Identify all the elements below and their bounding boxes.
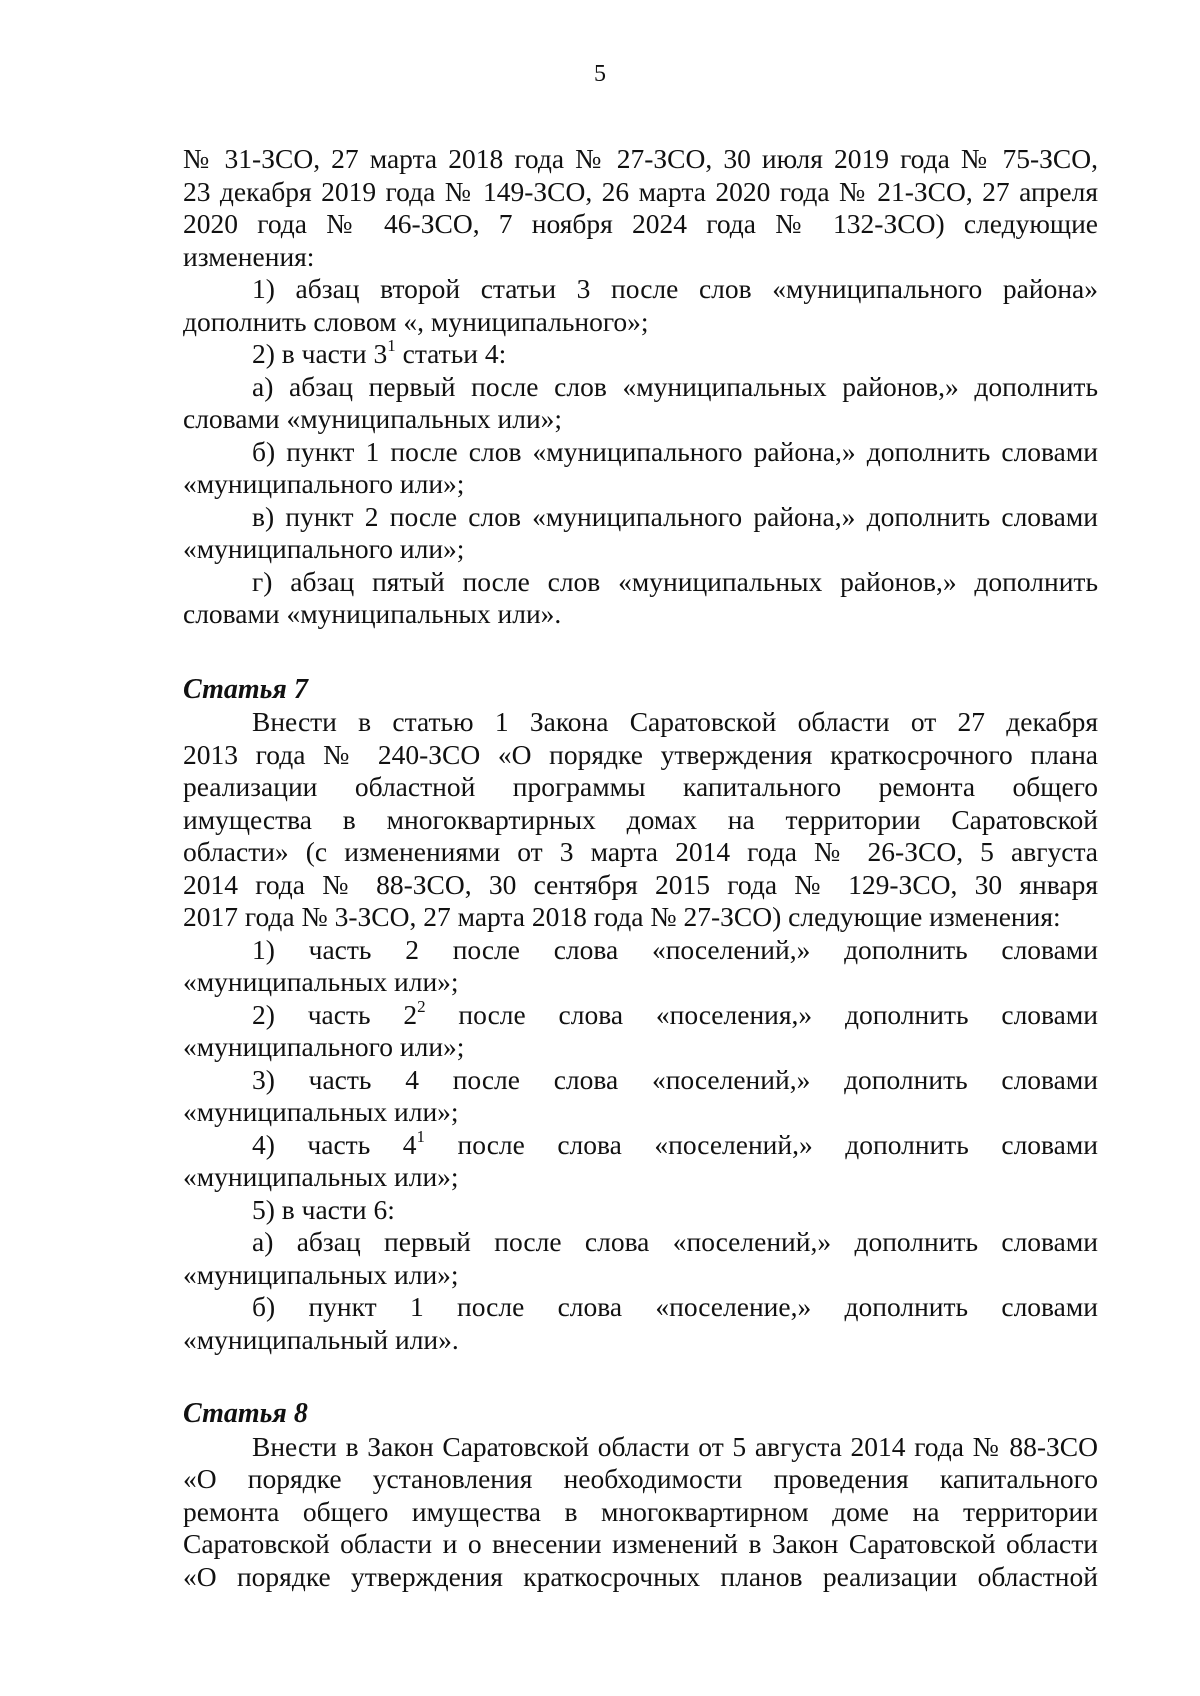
article-8-heading: Статья 8 bbox=[183, 1398, 308, 1429]
art7-item-2-cont: «муниципального или»; bbox=[183, 1031, 465, 1062]
art8-line: «О порядке утверждения краткосрочных планов реализации областной bbox=[183, 1560, 1098, 1592]
art7-item-a: а) абзац первый после слова «поселений,» дополнить словами bbox=[252, 1226, 1098, 1257]
intro-line: 2020 года № 46-ЗСО, 7 ноября 2024 года № 132-ЗСО) следующие bbox=[183, 208, 1098, 239]
art7-intro-line: области» (с изменениями от 3 марта 2014 года № 26-ЗСО, 5 августа bbox=[183, 836, 1098, 867]
art7-item-5: 5) в части 6: bbox=[252, 1193, 395, 1225]
art7-item-b-cont: «муниципальный или». bbox=[183, 1323, 459, 1355]
art7-intro-line: реализации областной программы капитального ремонта общего bbox=[183, 771, 1098, 802]
superscript: 2 bbox=[417, 996, 426, 1016]
art6-item-b-cont: «муниципального или»; bbox=[183, 468, 465, 499]
art7-intro-line: 2017 года № 3-ЗСО, 27 марта 2018 года № 27-ЗСО) следующие изменения: bbox=[183, 901, 1061, 932]
intro-line: 23 декабря 2019 года № 149-ЗСО, 26 марта 2020 года № 21-ЗСО, 27 апреля bbox=[183, 175, 1098, 207]
page-number: 5 bbox=[594, 61, 606, 87]
art7-item-1: 1) часть 2 после слова «поселений,» дополнить словами bbox=[252, 933, 1098, 965]
art6-item-2: 2) в части $3^1$ статьи 4: bbox=[252, 336, 507, 369]
art7-intro-line: имущества в многоквартирных домах на территории Саратовской bbox=[183, 803, 1098, 835]
art7-item-b: б) пункт 1 после слова «поселение,» дополнить словами bbox=[252, 1291, 1098, 1322]
superscript: 1 bbox=[387, 336, 396, 355]
art7-item-4-cont: «муниципальных или»; bbox=[183, 1161, 459, 1192]
art8-line: Саратовской области и о внесении изменений в Закон Саратовской области bbox=[183, 1528, 1098, 1559]
art7-intro-line: Внести в статью 1 Закона Саратовской области от 27 декабря bbox=[252, 706, 1098, 737]
art7-item-2: 2) часть $2^2$ после слова «поселения,» дополнить словами bbox=[252, 996, 1098, 1030]
art7-item-3: 3) часть 4 после слова «поселений,» дополнить словами bbox=[252, 1063, 1098, 1095]
art7-item-4: 4) часть $4^1$ после слова «поселений,» дополнить словами bbox=[252, 1126, 1098, 1160]
art7-item-1-cont: «муниципальных или»; bbox=[183, 966, 459, 997]
art6-item-g-cont: словами «муниципальных или». bbox=[183, 598, 562, 629]
art7-intro-line: 2013 года № 240-ЗСО «О порядке утверждения краткосрочного плана bbox=[183, 738, 1098, 770]
art8-line: Внести в Закон Саратовской области от 5 августа 2014 года № 88-ЗСО bbox=[252, 1430, 1098, 1462]
document-body bbox=[183, 143, 1098, 1593]
art6-item-a: а) абзац первый после слов «муниципальных районов,» дополнить bbox=[252, 370, 1098, 402]
art6-item-1: 1) абзац второй статьи 3 после слов «муниципального района» bbox=[252, 273, 1098, 304]
art6-item-v-cont: «муниципального или»; bbox=[183, 533, 465, 564]
art7-intro-line: 2014 года № 88-ЗСО, 30 сентября 2015 года № 129-ЗСО, 30 января bbox=[183, 868, 1098, 900]
art6-item-g: г) абзац пятый после слов «муниципальных районов,» дополнить bbox=[252, 565, 1098, 597]
art7-item-a-cont: «муниципальных или»; bbox=[183, 1258, 459, 1290]
intro-line: изменения: bbox=[183, 240, 315, 272]
art6-item-a-cont: словами «муниципальных или»; bbox=[183, 403, 563, 434]
art8-line: «О порядке установления необходимости проведения капитального bbox=[183, 1463, 1098, 1494]
art8-line: ремонта общего имущества в многоквартирном доме на территории bbox=[183, 1495, 1098, 1527]
art7-item-3-cont: «муниципальных или»; bbox=[183, 1096, 459, 1127]
article-7-heading: Статья 7 bbox=[183, 673, 308, 705]
intro-line: № 31-ЗСО, 27 марта 2018 года № 27-ЗСО, 30 июля 2019 года № 75-ЗСО, bbox=[183, 143, 1098, 174]
art6-item-b: б) пункт 1 после слов «муниципального района,» дополнить словами bbox=[252, 435, 1098, 467]
superscript: 1 bbox=[416, 1126, 426, 1146]
art6-item-1-cont: дополнить словом «, муниципального»; bbox=[183, 305, 649, 337]
art6-item-v: в) пункт 2 после слов «муниципального района,» дополнить словами bbox=[252, 500, 1098, 532]
